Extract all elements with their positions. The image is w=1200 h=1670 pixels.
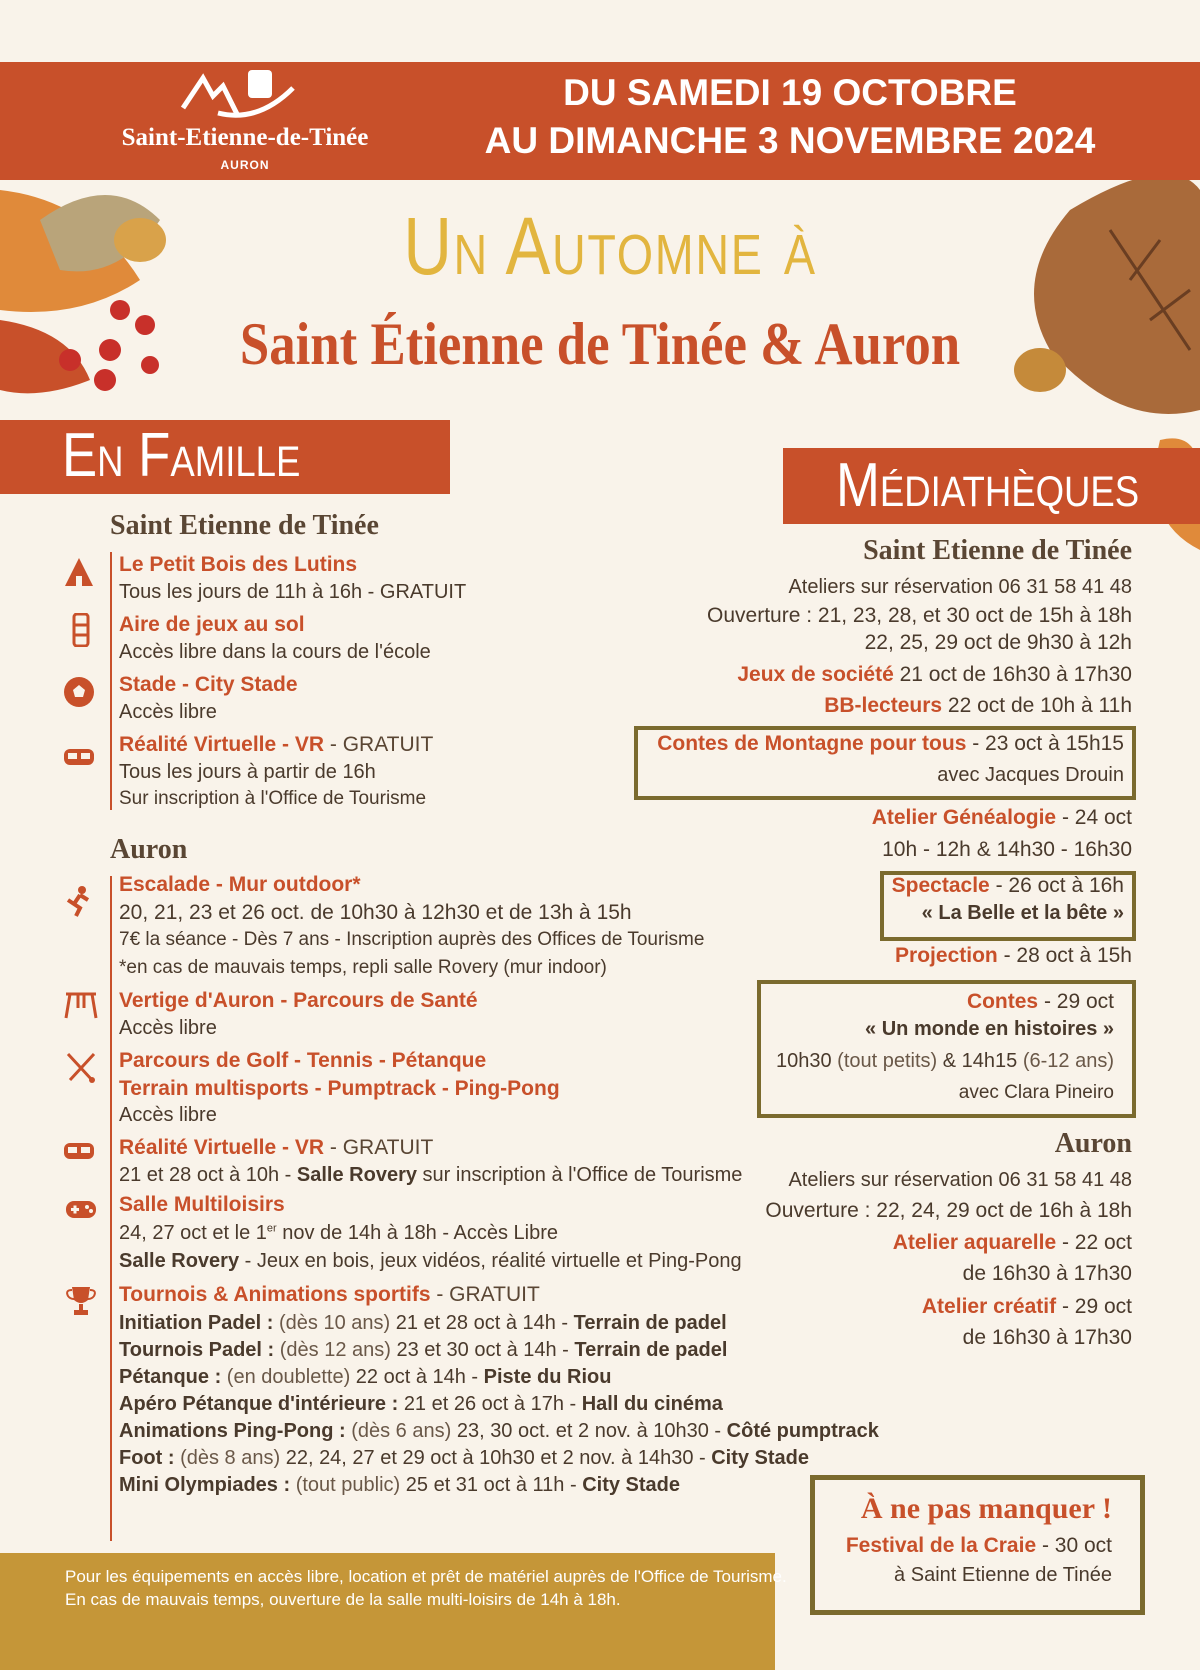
aquarelle-title: Atelier aquarelle <box>892 1231 1057 1254</box>
contes-hour-2: & 14h15 <box>942 1050 1018 1072</box>
aquarelle-date: - 22 oct <box>1056 1231 1132 1254</box>
auron-divider-line <box>110 876 112 1541</box>
tournoi-dates: 22 oct à 14h - <box>355 1366 484 1388</box>
festival-lieu: à Saint Etienne de Tinée <box>894 1564 1112 1586</box>
multiloisirs-sup: er <box>266 1222 277 1235</box>
festival-date: - 30 oct <box>1036 1534 1112 1557</box>
tournoi-venue: Hall du cinéma <box>581 1393 723 1415</box>
media-auron-reservation: Ateliers sur réservation 06 31 58 41 48 <box>788 1169 1132 1191</box>
tournoi-label: Pétanque : <box>119 1366 222 1388</box>
festival-title: Festival de la Craie <box>845 1534 1037 1557</box>
escalade-line-3: *en cas de mauvais temps, repli salle Rovery (mur indoor) <box>119 957 607 978</box>
date-line-2: AU DIMANCHE 3 NOVEMBRE 2024 <box>484 120 1096 161</box>
tournois-title <box>119 1283 540 1307</box>
spectacle <box>892 874 1124 898</box>
bb-lecteurs <box>824 694 1132 718</box>
tournoi-venue: Terrain de padel <box>574 1339 728 1361</box>
tournoi-label: Animations Ping-Pong : <box>119 1420 346 1442</box>
contes-name: « Un monde en histoires » <box>865 1018 1114 1040</box>
tournoi-audience: (dès 10 ans) <box>273 1312 396 1334</box>
tournoi-label: Apéro Pétanque d'intérieure : <box>119 1393 399 1415</box>
media-ste-ouverture-2: 22, 25, 29 oct de 9h30 à 12h <box>864 631 1132 654</box>
a-ne-pas-manquer-heading: À ne pas manquer ! <box>860 1492 1112 1525</box>
footer-line-2: En cas de mauvais temps, ouverture de la salle multi-loisirs de 14h à 18h. <box>65 1590 621 1609</box>
tournoi-label: Tournois Padel : <box>119 1339 275 1361</box>
multiloisirs-activities: - Jeux en bois, jeux vidéos, réalité virtuelle et Ping-Pong <box>239 1250 742 1272</box>
mediatheques-title: Médiathèques <box>836 451 1140 520</box>
multiloisirs-venue: Salle Rovery <box>119 1250 240 1272</box>
tournoi-dates: 23 et 30 oct à 14h - <box>396 1339 575 1361</box>
football-icon <box>62 675 96 709</box>
tournoi-venue: City Stade <box>711 1447 810 1469</box>
tournois-title-extra: - GRATUIT <box>430 1283 540 1306</box>
tournoi-audience: (dès 12 ans) <box>274 1339 397 1361</box>
vr-auron-title <box>119 1136 433 1160</box>
spectacle-name: « La Belle et la bête » <box>921 902 1124 924</box>
bb-lecteurs-title: BB-lecteurs <box>824 694 943 717</box>
vr-auron-note: sur inscription à l'Office de Tourisme <box>416 1164 743 1186</box>
vr-auron-venue: Salle Rovery <box>296 1164 417 1186</box>
golf-clubs-icon <box>64 1050 98 1084</box>
tournoi-dates: 23, 30 oct. et 2 nov. à 10h30 - <box>456 1420 727 1442</box>
multiloisirs-line-2 <box>119 1250 742 1273</box>
tournoi-dates: 25 et 31 oct à 11h - <box>405 1474 583 1496</box>
vr-ste-title <box>119 733 433 757</box>
multiloisirs-hours: nov de 14h à 18h - Accès Libre <box>276 1222 558 1244</box>
gamepad-icon <box>64 1192 98 1226</box>
escalade-title: Escalade - Mur outdoor* <box>119 873 361 896</box>
creatif-date: - 29 oct <box>1056 1295 1132 1318</box>
tournoi-line <box>119 1310 879 1337</box>
tournoi-venue: Terrain de padel <box>573 1312 727 1334</box>
title-line-2: Saint Étienne de Tinée & Auron <box>239 311 961 377</box>
aquarelle-hours: de 16h30 à 17h30 <box>962 1262 1132 1285</box>
footer-line-1: Pour les équipements en accès libre, location et prêt de matériel auprès de l'Office de Tourisme. <box>65 1567 787 1586</box>
logo-auron: AURON <box>220 158 270 172</box>
creatif <box>922 1295 1132 1319</box>
famille-ste-heading: Saint Etienne de Tinée <box>110 510 379 541</box>
tournoi-line <box>119 1472 879 1499</box>
tournoi-label: Foot : <box>119 1447 175 1469</box>
bb-lecteurs-date: 22 oct de 10h à 11h <box>942 694 1132 717</box>
projection <box>895 944 1132 968</box>
jeux-societe-date: 21 oct de 16h30 à 17h30 <box>893 663 1132 686</box>
projection-date: - 28 oct à 15h <box>997 944 1132 967</box>
stade-title: Stade - City Stade <box>119 673 298 696</box>
hopscotch-icon <box>64 613 98 647</box>
escalade-line-2: 7€ la séance - Dès 7 ans - Inscription auprès des Offices de Tourisme <box>119 929 705 950</box>
vr-auron-dates: 21 et 28 oct à 10h - <box>119 1164 297 1186</box>
aire-jeux-title: Aire de jeux au sol <box>119 613 305 636</box>
aquarelle <box>893 1231 1132 1255</box>
genealogie-title: Atelier Généalogie <box>871 806 1057 829</box>
genealogie-hours: 10h - 12h & 14h30 - 16h30 <box>882 838 1132 861</box>
creatif-hours: de 16h30 à 17h30 <box>962 1326 1132 1349</box>
tournoi-venue: Côté pumptrack <box>726 1420 879 1442</box>
stade-line: Accès libre <box>119 701 217 723</box>
vr-auron-title-extra: - GRATUIT <box>324 1136 434 1159</box>
petit-bois-line: Tous les jours de 11h à 16h - GRATUIT <box>119 581 467 603</box>
tournoi-venue: City Stade <box>582 1474 680 1496</box>
logo-town-name: Saint-Etienne-de-Tinée <box>121 124 369 151</box>
contes <box>967 990 1114 1014</box>
fitness-course-icon <box>64 988 98 1022</box>
en-famille-title: En Famille <box>62 421 301 490</box>
media-ste-reservation: Ateliers sur réservation 06 31 58 41 48 <box>788 576 1132 598</box>
escalade-line-1: 20, 21, 23 et 26 oct. de 10h30 à 12h30 et de 13h à 15h <box>119 901 632 924</box>
tournoi-audience: (tout public) <box>290 1474 406 1496</box>
spectacle-title: Spectacle <box>891 874 990 897</box>
tournoi-line <box>119 1445 879 1472</box>
contes-hour-1: 10h30 <box>775 1050 832 1072</box>
tournois-title-text: Tournois & Animations sportifs <box>119 1283 431 1306</box>
contes-title: Contes <box>966 990 1039 1013</box>
festival <box>846 1534 1112 1558</box>
media-auron-ouverture: Ouverture : 22, 24, 29 oct de 16h à 18h <box>765 1199 1132 1222</box>
trophy-icon <box>64 1284 98 1318</box>
golf-title-1: Parcours de Golf - Tennis - Pétanque <box>119 1049 487 1072</box>
media-auron-heading: Auron <box>1054 1128 1132 1159</box>
contes-montagne-date: - 23 oct à 15h15 <box>966 732 1124 755</box>
spectacle-date: - 26 oct à 16h <box>989 874 1124 897</box>
tent-icon <box>62 556 96 590</box>
genealogie-date: - 24 oct <box>1056 806 1132 829</box>
vr-ste-line-1: Tous les jours à partir de 16h <box>119 761 376 783</box>
media-ste-ouverture-1: Ouverture : 21, 23, 28, et 30 oct de 15h à 18h <box>707 604 1132 627</box>
projection-title: Projection <box>895 944 998 967</box>
contes-montagne-title: Contes de Montagne pour tous <box>657 732 967 755</box>
contes-montagne-avec: avec Jacques Drouin <box>937 764 1124 786</box>
vr-ste-title-text: Réalité Virtuelle - VR <box>119 733 325 756</box>
multiloisirs-dates: 24, 27 oct et le 1 <box>119 1222 267 1244</box>
date-line-1: DU SAMEDI 19 OCTOBRE <box>563 72 1017 113</box>
golf-title-2: Terrain multisports - Pumptrack - Ping-Pong <box>119 1077 560 1100</box>
contes-date: - 29 oct <box>1038 990 1114 1013</box>
multiloisirs-title: Salle Multiloisirs <box>119 1193 285 1216</box>
tournoi-dates: 21 et 28 oct à 14h - <box>395 1312 574 1334</box>
vr-auron-line <box>119 1164 742 1187</box>
contes-montagne <box>657 732 1124 756</box>
jeux-societe <box>737 663 1132 687</box>
title-line-1: Un Automne à <box>403 201 817 292</box>
vr-ste-line-2: Sur inscription à l'Office de Tourisme <box>119 788 427 809</box>
tournoi-audience: (en doublette) <box>221 1366 356 1388</box>
tournoi-dates: 22, 24, 27 et 29 oct à 10h30 et 2 nov. à 14h30 - <box>285 1447 712 1469</box>
petit-bois-title: Le Petit Bois des Lutins <box>119 553 358 576</box>
tournoi-line <box>119 1364 879 1391</box>
tournoi-audience: (dès 8 ans) <box>174 1447 286 1469</box>
tournoi-label: Mini Olympiades : <box>119 1474 291 1496</box>
vertige-title: Vertige d'Auron - Parcours de Santé <box>119 989 478 1012</box>
vr-headset-icon <box>62 740 96 774</box>
multiloisirs-line-1 <box>119 1222 558 1245</box>
contes-age-2: (6-12 ans) <box>1017 1050 1114 1072</box>
golf-line: Accès libre <box>119 1104 217 1126</box>
jeux-societe-title: Jeux de société <box>737 663 894 686</box>
tournois-list <box>119 1310 879 1499</box>
aire-jeux-line: Accès libre dans la cours de l'école <box>119 641 431 663</box>
tournoi-dates: 21 et 26 oct à 17h - <box>403 1393 582 1415</box>
vertige-line: Accès libre <box>119 1017 217 1039</box>
contes-age-1: (tout petits) <box>831 1050 943 1072</box>
vr-ste-title-extra: - GRATUIT <box>324 733 434 756</box>
vr-headset-icon <box>62 1134 96 1168</box>
tournoi-line <box>119 1337 879 1364</box>
vr-auron-title-text: Réalité Virtuelle - VR <box>119 1136 325 1159</box>
creatif-title: Atelier créatif <box>921 1295 1057 1318</box>
ste-divider-line <box>110 552 112 810</box>
climbing-icon <box>62 884 96 918</box>
mountain-logo-icon <box>178 68 298 122</box>
genealogie <box>872 806 1132 830</box>
tournoi-audience: (dès 6 ans) <box>345 1420 457 1442</box>
contes-hours <box>776 1050 1114 1073</box>
tournoi-label: Initiation Padel : <box>119 1312 274 1334</box>
famille-auron-heading: Auron <box>110 834 188 865</box>
contes-avec: avec Clara Pineiro <box>958 1082 1114 1103</box>
tournoi-venue: Piste du Riou <box>483 1366 612 1388</box>
tournoi-line <box>119 1391 879 1418</box>
media-ste-heading: Saint Etienne de Tinée <box>863 535 1132 566</box>
tournoi-line <box>119 1418 879 1445</box>
